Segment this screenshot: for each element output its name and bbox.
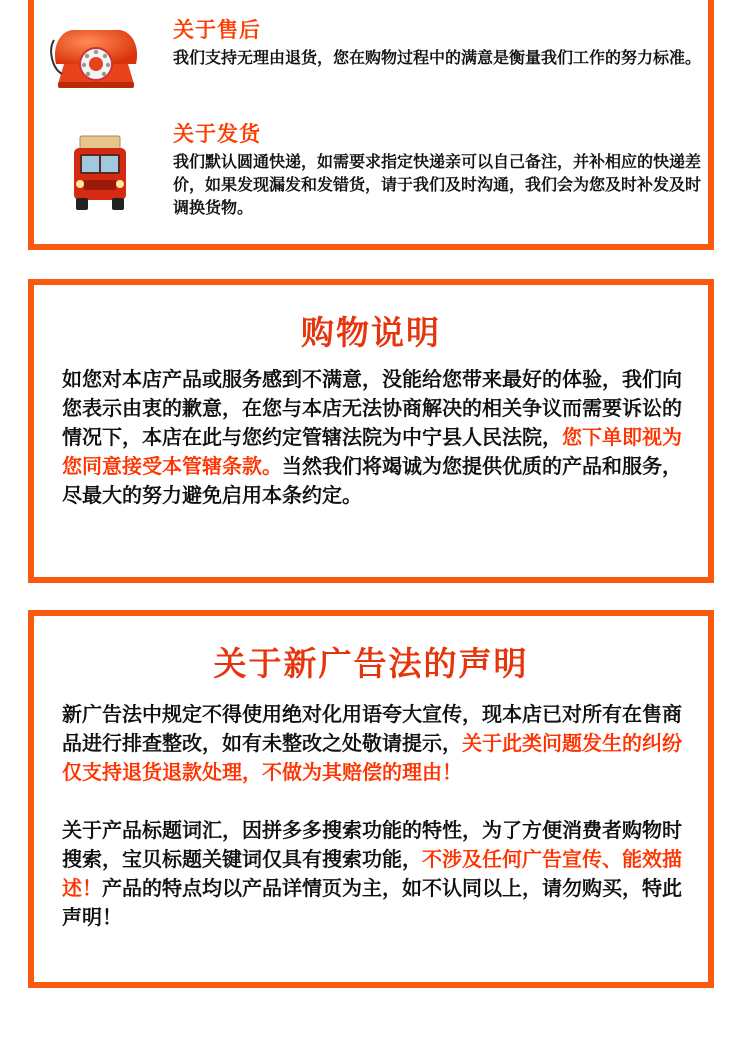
ad-law-p2-highlight: 不涉及任何广告宣传、能效描述！ xyxy=(62,847,682,900)
shopping-notice-title: 购物说明 xyxy=(301,313,441,352)
ad-law-paragraph-1 xyxy=(62,700,682,787)
after-sales-title: 关于售后 xyxy=(173,18,261,42)
ad-law-p1-highlight: 关于此类问题发生的纠纷仅支持退货退款处理，不做为其赔偿的理由！ xyxy=(62,731,682,784)
ad-law-p1-text: 新广告法中规定不得使用绝对化用语夸大宣传，现本店已对所有在售商品进行排查整改，如有未整改之处敬请提示， xyxy=(62,702,682,755)
notice-text-highlight: 您下单即视为您同意接受本管辖条款。 xyxy=(62,425,682,478)
notice-text-part2: 当然我们将竭诚为您提供优质的产品和服务，尽最大的努力避免启用本条约定。 xyxy=(62,454,682,507)
ad-law-p2-text: 关于产品标题词汇，因拼多多搜索功能的特性，为了方便消费者购物时搜索，宝贝标题关键词仅具有搜索功能， xyxy=(62,818,682,871)
notice-text-part1: 如您对本店产品或服务感到不满意，没能给您带来最好的体验，我们向您表示由衷的歉意，在您与本店无法协商解决的相关争议而需要诉讼的情况下，本店在此与您约定管辖法院为中宁县人民法院， xyxy=(62,367,682,449)
telephone-icon xyxy=(50,18,142,96)
after-sales-text: 我们支持无理由退货，您在购物过程中的满意是衡量我们工作的努力标准。 xyxy=(173,48,702,67)
shipping-title: 关于发货 xyxy=(173,122,261,146)
ad-law-p2-text-end: 产品的特点均以产品详情页为主，如不认同以上，请勿购买，特此声明！ xyxy=(62,876,682,929)
shopping-notice-panel xyxy=(28,279,714,583)
shopping-notice-text xyxy=(62,365,682,510)
service-info-panel xyxy=(28,0,714,250)
shipping-text: 我们默认圆通快递，如需要求指定快递亲可以自己备注，并补相应的快递差价，如果发现漏发和发错货，请于我们及时沟通，我们会为您及时补发及时调换货物。 xyxy=(173,152,702,217)
ad-law-paragraph-2 xyxy=(62,816,682,932)
ad-law-title: 关于新广告法的声明 xyxy=(213,644,529,683)
ad-law-panel xyxy=(28,610,714,988)
truck-icon xyxy=(70,134,130,218)
